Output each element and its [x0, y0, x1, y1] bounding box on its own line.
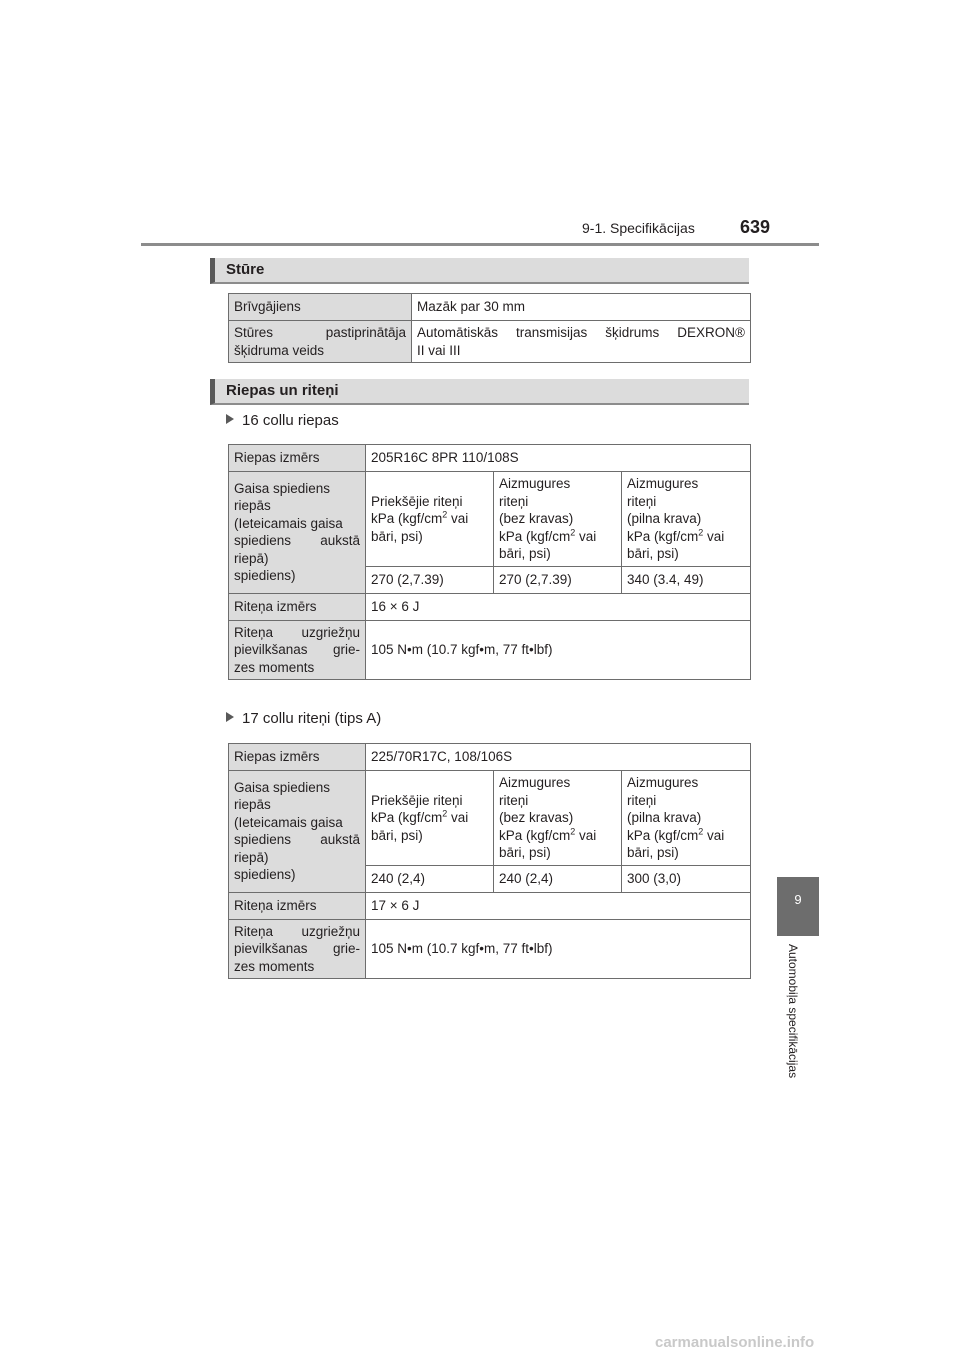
triangle-bullet-icon: [226, 712, 234, 722]
torque-label: [229, 620, 366, 680]
table-row: [229, 620, 751, 680]
label-line: riepā): [234, 849, 269, 865]
bullet-text: 16 collu riepas: [242, 412, 339, 429]
superscript: 2: [698, 826, 704, 836]
table-row: [229, 892, 751, 919]
tire-table-16: [228, 444, 751, 680]
unit-text: kPa (kgf/cm: [371, 511, 443, 526]
front-pressure-value: 270 (2,7.39): [366, 566, 494, 593]
label-line: riepās: [234, 498, 271, 514]
rear-empty-pressure-value: 240 (2,4): [494, 865, 622, 892]
steering-table: [228, 293, 751, 363]
label-line: Riteņa uzgriežņu: [234, 624, 360, 640]
label-line: spiediens): [234, 568, 296, 584]
row-label: Brīvgājiens: [229, 294, 412, 321]
label-line: zes moments: [234, 958, 315, 974]
header-line: riteņi: [499, 493, 529, 509]
section-heading-tires: [210, 379, 749, 405]
header-line: [371, 510, 488, 528]
header-line: Priekšējie riteņi: [371, 493, 463, 509]
chapter-number: 9: [794, 892, 802, 907]
wheel-size-label: Riteņa izmērs: [229, 593, 366, 620]
tire-size-value: 225/70R17C, 108/106S: [366, 744, 751, 771]
label-line: Riteņa uzgriežņu: [234, 923, 360, 939]
wheel-size-value: 16 × 6 J: [366, 593, 751, 620]
unit-text: vai: [575, 827, 597, 843]
front-pressure-value: 240 (2,4): [366, 865, 494, 892]
rear-empty-pressure-value: 270 (2,7.39): [494, 566, 622, 593]
header-line: bāri, psi): [499, 845, 551, 860]
watermark: carmanualsonline.info: [655, 1334, 815, 1351]
unit-text: vai: [447, 511, 469, 526]
label-line: (Ieteicamais gaisa: [234, 814, 343, 830]
value-line: Automātiskās transmisijas šķidrums DEXRON®: [417, 325, 745, 340]
header-line: (bez kravas): [499, 511, 574, 526]
torque-value: 105 N•m (10.7 kgf•m, 77 ft•lbf): [366, 919, 751, 979]
rear-full-header: [622, 472, 751, 567]
table-row: [229, 472, 751, 567]
row-value: Mazāk par 30 mm: [412, 294, 751, 321]
front-header: [366, 771, 494, 866]
header-line: (bez kravas): [499, 810, 574, 825]
header-line: bāri, psi): [627, 845, 679, 860]
label-line: riepās: [234, 797, 271, 813]
header-line: [627, 827, 745, 845]
rear-full-header: [622, 771, 751, 866]
value-line: II vai III: [417, 342, 461, 358]
header-line: riteņi: [627, 792, 657, 808]
header-line: bāri, psi): [371, 528, 423, 544]
unit-text: kPa (kgf/cm: [499, 528, 571, 544]
header-line: (pilna krava): [627, 810, 702, 825]
unit-text: kPa (kgf/cm: [627, 827, 699, 843]
wheel-size-label: Riteņa izmērs: [229, 892, 366, 919]
table-row: [229, 321, 751, 363]
header-line: bāri, psi): [499, 546, 551, 561]
superscript: 2: [442, 808, 448, 819]
superscript: 2: [698, 527, 704, 537]
triangle-bullet-icon: [226, 414, 234, 424]
table-row: [229, 744, 751, 771]
header-line: riteņi: [499, 792, 529, 808]
table-row: [229, 771, 751, 866]
torque-value: 105 N•m (10.7 kgf•m, 77 ft•lbf): [366, 620, 751, 680]
tire-size-value: 205R16C 8PR 110/108S: [366, 445, 751, 472]
superscript: 2: [570, 826, 576, 836]
header-line: riteņi: [627, 493, 657, 509]
label-line: zes moments: [234, 659, 315, 675]
page-number: 639: [740, 217, 771, 237]
tire-size-label: Riepas izmērs: [229, 445, 366, 472]
label-line: riepā): [234, 550, 269, 566]
unit-text: vai: [447, 810, 469, 825]
label-line: pievilkšanas grie-: [234, 642, 360, 657]
table-row: [229, 919, 751, 979]
pressure-label: [229, 472, 366, 594]
section-title: Riepas un riteņi: [226, 382, 339, 399]
header-line: [499, 827, 616, 845]
header-line: [499, 528, 616, 546]
header-line: bāri, psi): [371, 827, 423, 843]
label-line: pievilkšanas grie-: [234, 941, 360, 956]
label-line: (Ieteicamais gaisa: [234, 515, 343, 531]
header-line: [627, 528, 745, 546]
section-heading-steering: [210, 258, 749, 284]
front-header: [366, 472, 494, 567]
row-value: [412, 321, 751, 363]
label-line: spiediens aukstā: [234, 832, 360, 848]
unit-text: vai: [703, 827, 725, 843]
label-line: Gaisa spiediens: [234, 480, 331, 496]
label-line: Gaisa spiediens: [234, 779, 331, 795]
chapter-label: Automobiļa specifikācijas: [786, 944, 800, 1079]
label-line: spiediens): [234, 867, 296, 883]
header-line: [371, 809, 488, 827]
unit-text: vai: [703, 528, 725, 544]
table-row: [229, 294, 751, 321]
tire-table-17: [228, 743, 751, 979]
label-line: Stūres pastiprinātāja: [234, 325, 406, 340]
unit-text: kPa (kgf/cm: [371, 810, 443, 825]
pressure-label: [229, 771, 366, 893]
rear-empty-header: [494, 472, 622, 567]
section-title: Stūre: [226, 261, 265, 278]
header-line: Priekšējie riteņi: [371, 792, 463, 808]
superscript: 2: [570, 527, 576, 537]
header-line: (pilna krava): [627, 511, 702, 526]
bullet-text: 17 collu riteņi (tips A): [242, 710, 382, 727]
header-line: Aizmugures: [627, 775, 699, 790]
torque-label: [229, 919, 366, 979]
rear-full-pressure-value: 340 (3.4, 49): [622, 566, 751, 593]
row-label: [229, 321, 412, 363]
header-line: Aizmugures: [499, 476, 571, 491]
bullet-16-inch: [226, 412, 339, 429]
label-line: šķidruma veids: [234, 342, 325, 358]
unit-text: vai: [575, 528, 597, 544]
bullet-17-inch: [226, 710, 381, 727]
header-line: bāri, psi): [627, 546, 679, 561]
tire-size-label: Riepas izmērs: [229, 744, 366, 771]
header-line: Aizmugures: [627, 476, 699, 491]
wheel-size-value: 17 × 6 J: [366, 892, 751, 919]
rear-full-pressure-value: 300 (3,0): [622, 865, 751, 892]
table-row: [229, 445, 751, 472]
table-row: [229, 593, 751, 620]
unit-text: kPa (kgf/cm: [499, 827, 571, 843]
header-line: Aizmugures: [499, 775, 571, 790]
unit-text: kPa (kgf/cm: [627, 528, 699, 544]
superscript: 2: [442, 509, 448, 520]
rear-empty-header: [494, 771, 622, 866]
label-line: spiediens aukstā: [234, 533, 360, 549]
header-divider: [141, 243, 819, 246]
header-section-title: 9-1. Specifikācijas: [582, 220, 695, 236]
